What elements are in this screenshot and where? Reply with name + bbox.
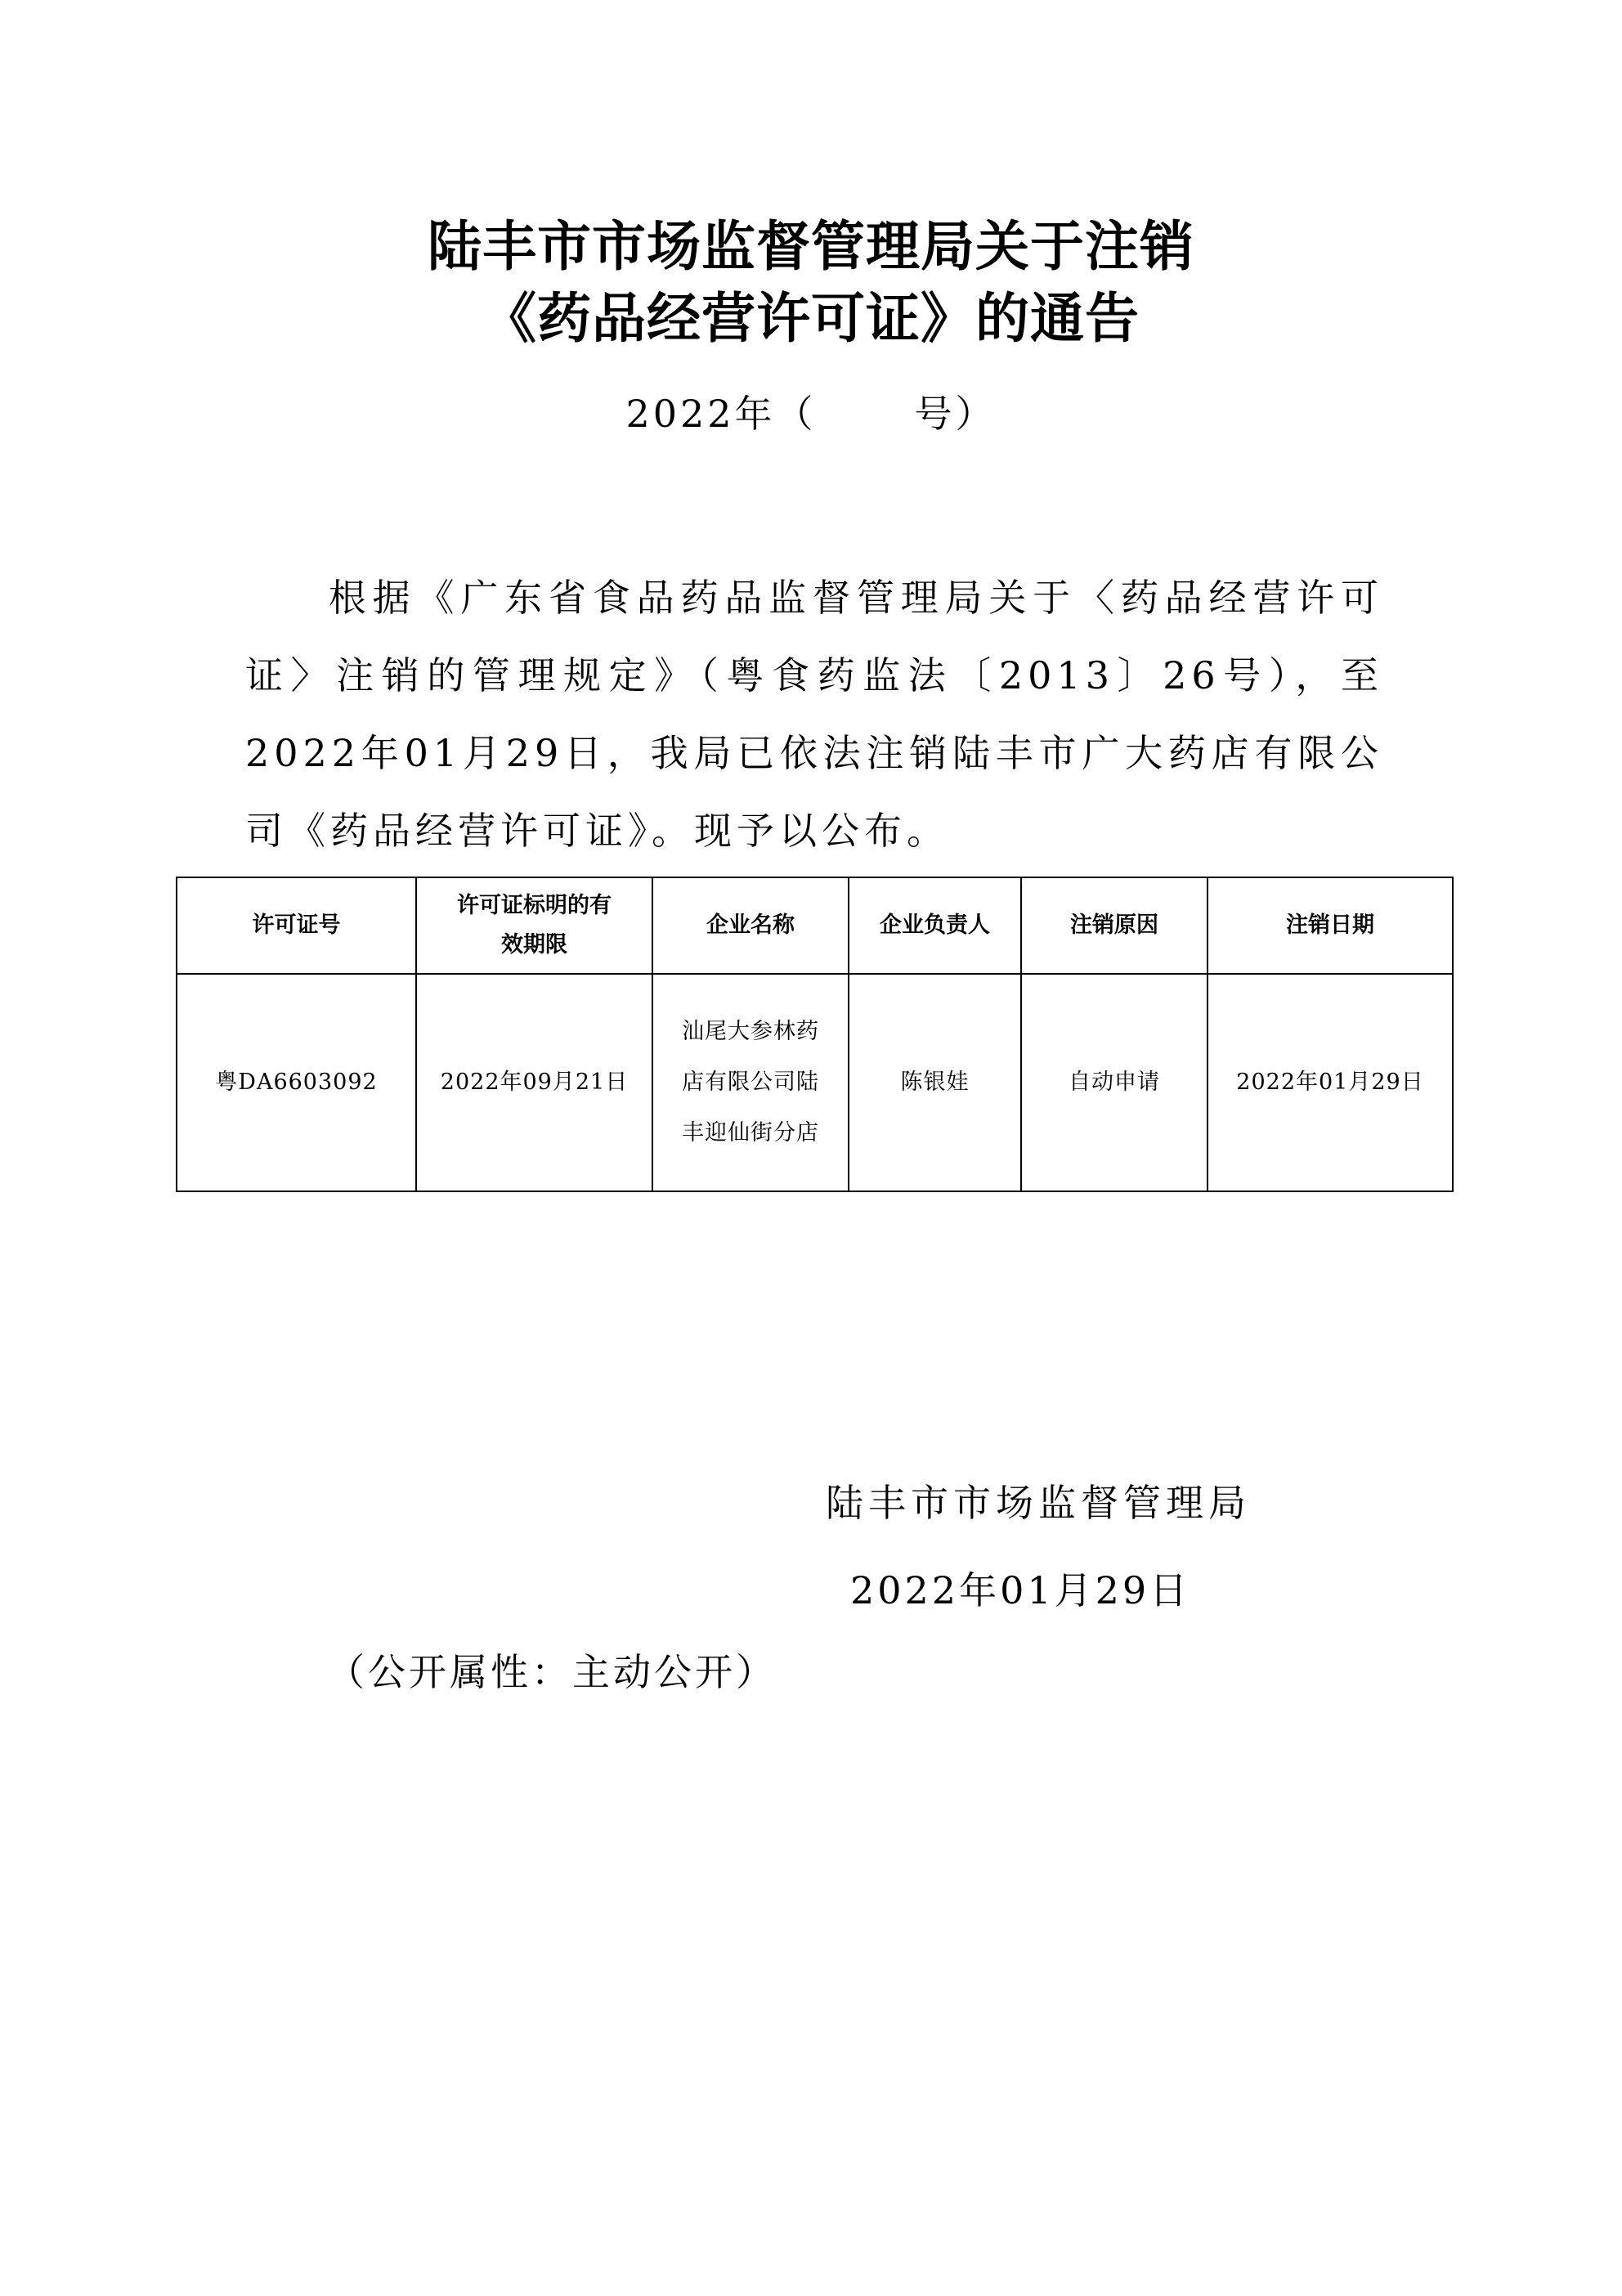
- document-number-suffix: 号）: [914, 392, 997, 436]
- body-text: 根据《广东省食品药品监督管理局关于〈药品经营许可证〉注销的管理规定》（粤食药监法〔2013〕26号），至2022年01月29日，我局已依法注销陆丰市广大药店有限公司《药品经营许可证》。现予以公布。: [245, 576, 1383, 853]
- signature-organization: 陆丰市市场监督管理局: [826, 1481, 1251, 1525]
- document-title-line-2: 《药品经营许可证》的通告: [482, 287, 1140, 350]
- document-number: [0, 389, 1622, 438]
- cell-cancel-reason: 自动申请: [1021, 974, 1208, 1191]
- table-row: [177, 974, 1453, 1191]
- disclosure-attribute: （公开属性：主动公开）: [327, 1650, 777, 1694]
- header-license-no: 许可证号: [177, 877, 416, 974]
- cell-person-in-charge: 陈银娃: [849, 974, 1021, 1191]
- header-valid-until: [416, 877, 652, 974]
- header-company-name: 企业名称: [652, 877, 849, 974]
- table-header-row: [177, 877, 1453, 974]
- cell-company-name: 汕尾大参林药店有限公司陆丰迎仙街分店: [652, 974, 849, 1191]
- document-number-year: 2022年（: [625, 392, 817, 436]
- signature-date: 2022年01月29日: [850, 1568, 1191, 1612]
- cell-valid-until: 2022年09月21日: [416, 974, 652, 1191]
- cell-license-no: 粤DA6603092: [177, 974, 416, 1191]
- header-cancel-reason: 注销原因: [1021, 877, 1208, 974]
- header-person-in-charge: 企业负责人: [849, 877, 1021, 974]
- cell-cancel-date: 2022年01月29日: [1208, 974, 1453, 1191]
- cancellation-table: [176, 877, 1454, 1192]
- header-valid-until-label: 许可证标明的有效期限: [457, 893, 612, 957]
- header-cancel-date: 注销日期: [1208, 877, 1453, 974]
- body-paragraph: [245, 559, 1383, 870]
- document-title-line-1: 陆丰市市场监督管理局关于注销: [428, 215, 1194, 278]
